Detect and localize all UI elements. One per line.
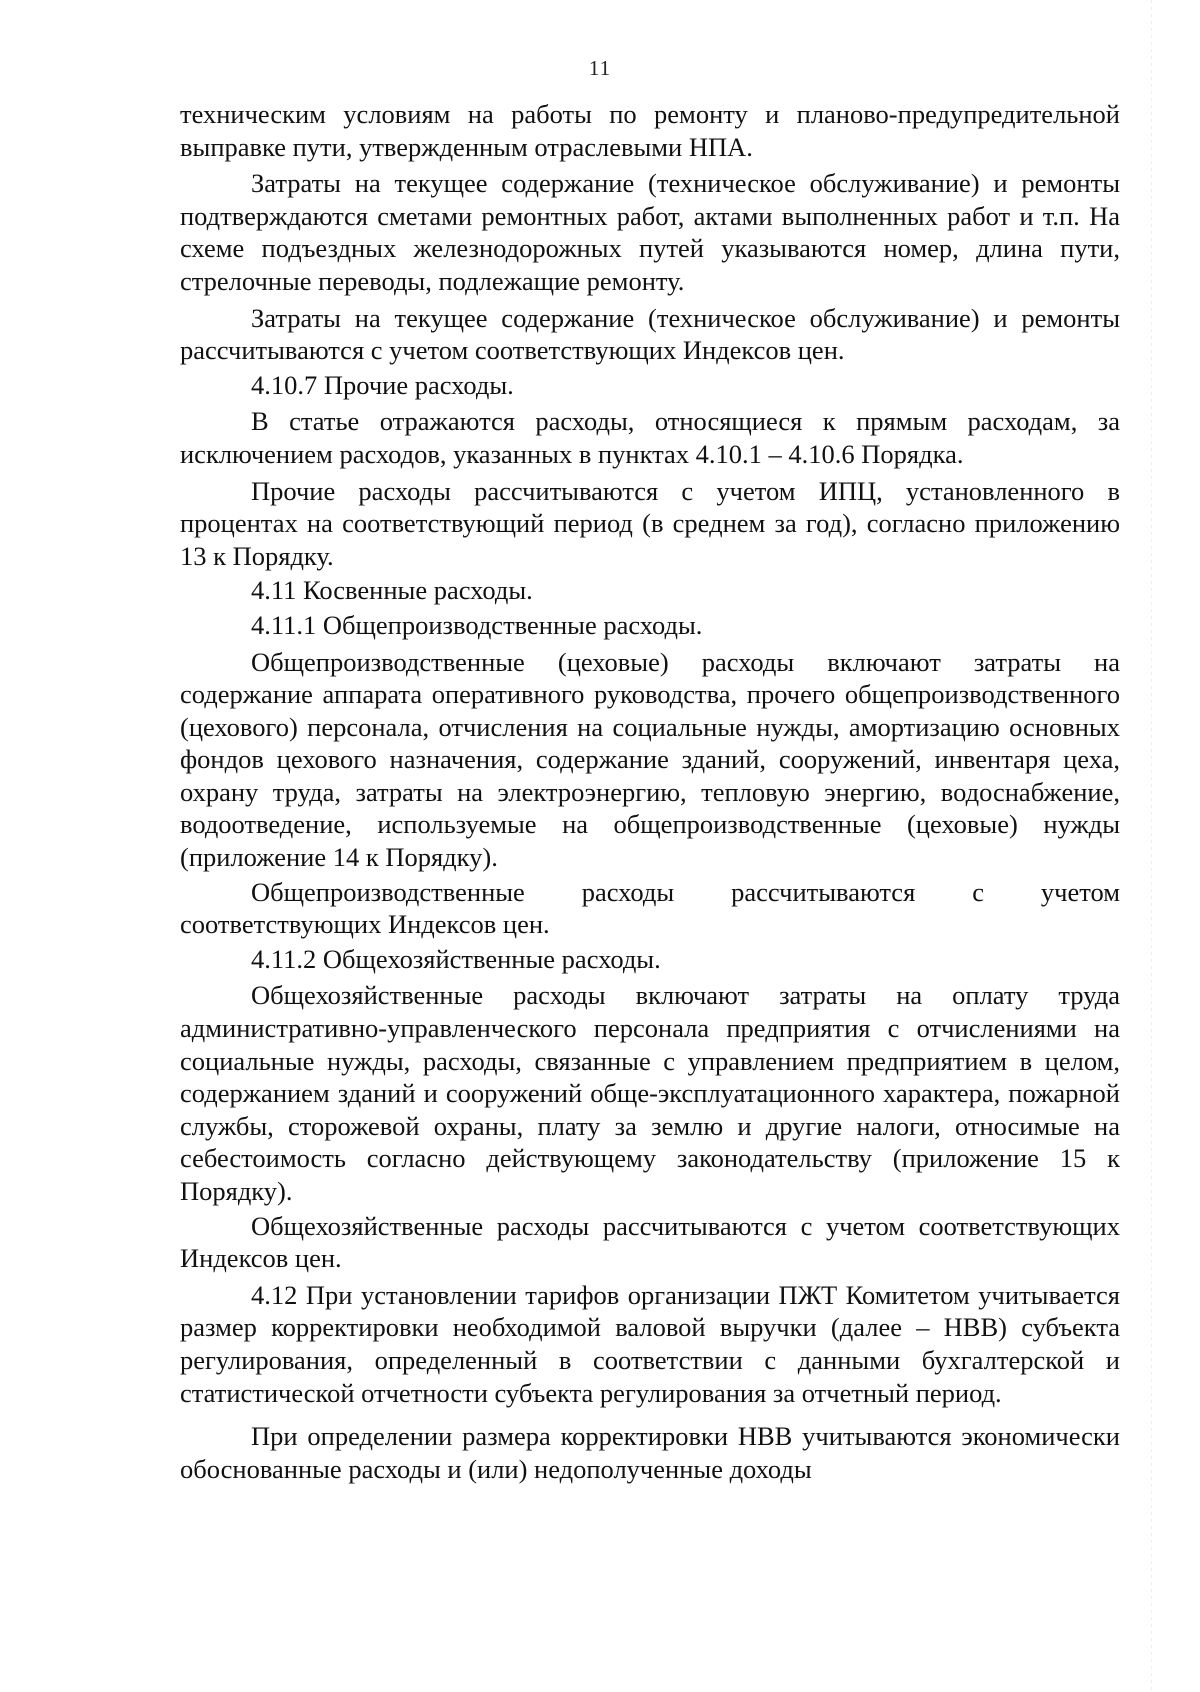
section-heading: 4.11.1 Общепроизводственные расходы. [251,609,703,640]
paragraph: Общехозяйственные расходы рассчитываются с учетом соответствующих Индексов цен. [180,1210,1120,1274]
paragraph: техническим условиям на работы по ремонту и планово-предупредительной выправке пути, утвержденным отраслевыми НПА. [180,99,1120,162]
paragraph: При определении размера корректировки НВВ учитываются экономически обоснованные расходы и (или) недополученные доходы [180,1421,1120,1484]
page-number: 11 [588,56,612,80]
paragraph: Прочие расходы рассчитываются с учетом ИПЦ, установленного в процентах на соответствующий период (в среднем за год), согласно приложению 13 к Порядку. [180,475,1120,571]
paragraph: Общехозяйственные расходы включают затраты на оплату труда административно-управленческого персонала предприятия с отчислениями на социальные нужды, расходы, связанные с управлением предприятием в целом, содержанием зданий и сооружений обще-эксплуатационного характера, пожарной службы, сторожевой охраны, плату за землю и другие налоги, относимые на себестоимость согласно действующему законодательству (приложение 15 к Порядку). [180,980,1120,1206]
paragraph: Затраты на текущее содержание (техническое обслуживание) и ремонты рассчитываются с учетом соответствующих Индексов цен. [180,302,1120,366]
section-heading: 4.11.2 Общехозяйственные расходы. [251,943,661,974]
section-heading: 4.11 Косвенные расходы. [251,575,533,606]
scan-edge-artifact [1151,0,1152,1692]
paragraph: Общепроизводственные расходы рассчитываются с учетом соответствующих Индексов цен. [180,876,1120,940]
paragraph: В статье отражаются расходы, относящиеся к прямым расходам, за исключением расходов, указанных в пунктах 4.10.1 – 4.10.6 Порядка. [180,406,1120,469]
document-body [180,98,1120,1485]
paragraph: 4.12 При установлении тарифов организации ПЖТ Комитетом учитывается размер корректировки необходимой валовой выручки (далее – НВВ) субъекта регулирования, определенный в соответствии с данными бухгалтерской и статистической отчетности субъекта регулирования за отчетный период. [180,1279,1120,1408]
section-heading: 4.10.7 Прочие расходы. [251,369,514,400]
paragraph: Общепроизводственные (цеховые) расходы включают затраты на содержание аппарата оперативного руководства, прочего общепроизводственного (цехового) персонала, отчисления на социальные нужды, амортизацию основных фондов цехового назначения, содержание зданий, сооружений, инвентаря цеха, охрану труда, затраты на электроэнергию, тепловую энергию, водоснабжение, водоотведение, используемые на общепроизводственные (цеховые) нужды (приложение 14 к Порядку). [180,646,1120,873]
paragraph: Затраты на текущее содержание (техническое обслуживание) и ремонты подтверждаются сметами ремонтных работ, актами выполненных работ и т.п. На схеме подъездных железнодорожных путей указываются номер, длина пути, стрелочные переводы, подлежащие ремонту. [180,168,1120,296]
